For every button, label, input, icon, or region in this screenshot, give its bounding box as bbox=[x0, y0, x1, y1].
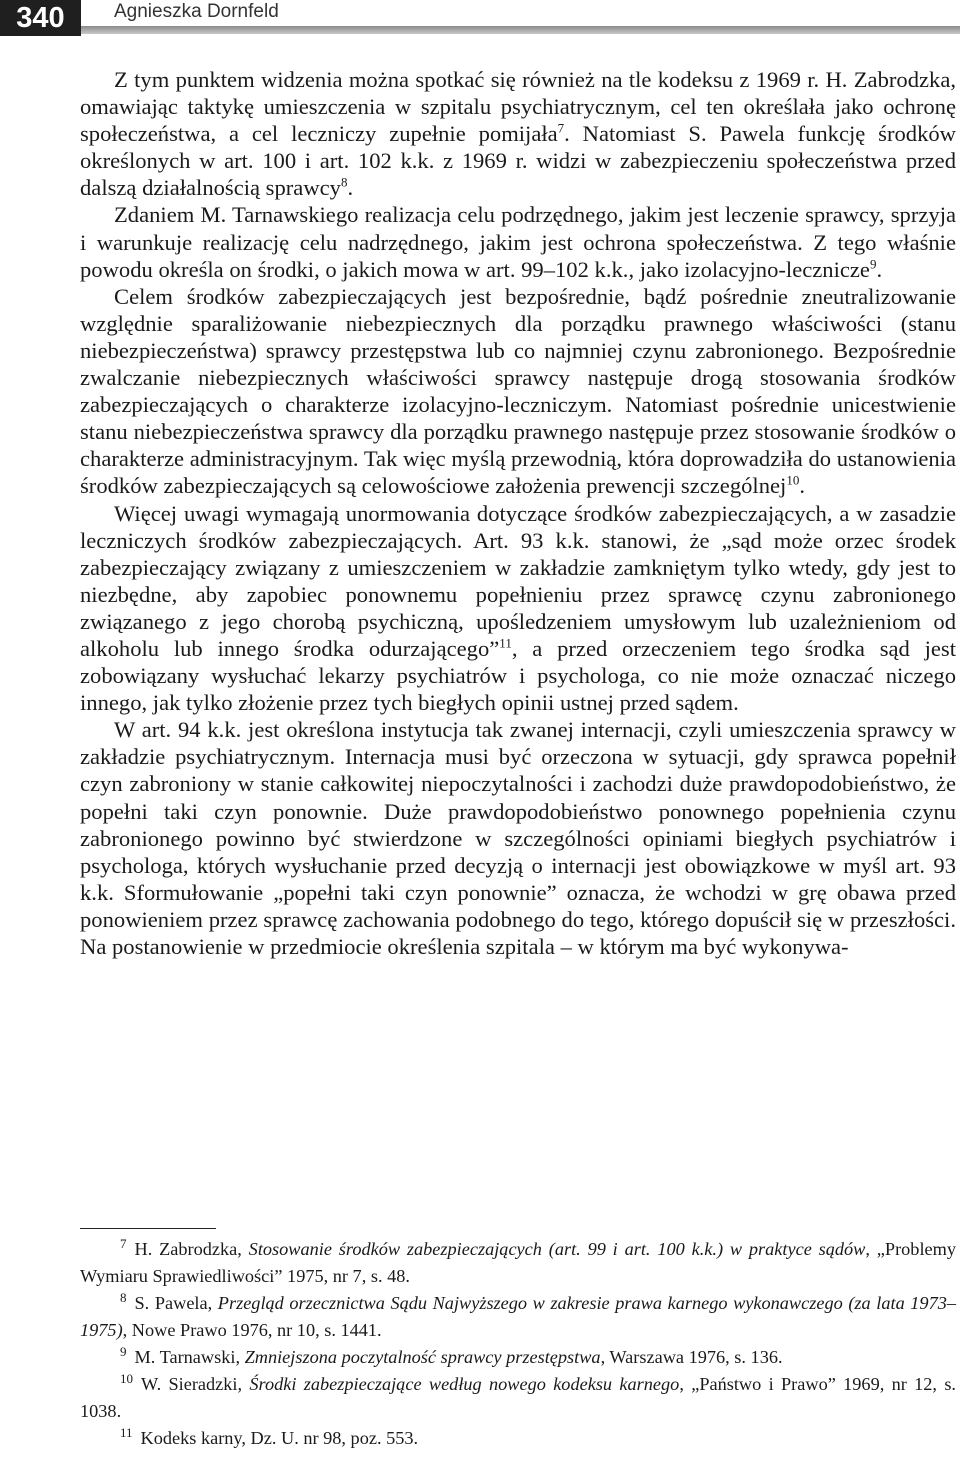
running-head-author: Agnieszka Dornfeld bbox=[114, 1, 279, 22]
footnote-title: Zmniejszona poczytalność sprawcy przestępstwa bbox=[244, 1347, 601, 1367]
footnote-segment: M. Tarnawski, bbox=[134, 1347, 245, 1367]
footnote-title: Stosowanie środków zabezpieczających (art. 99 i art. 100 k.k.) w praktyce sądów bbox=[248, 1239, 866, 1259]
body-text bbox=[80, 66, 956, 960]
footnote-reference[interactable]: 10 bbox=[786, 472, 800, 488]
footnote-reference[interactable]: 8 bbox=[340, 174, 348, 190]
body-paragraph bbox=[80, 201, 956, 282]
footnote-reference[interactable]: 11 bbox=[499, 635, 512, 651]
footnote-segment: Kodeks karny, Dz. U. nr 98, poz. 553. bbox=[140, 1428, 419, 1448]
paragraph-text: Celem środków zabezpieczających jest bezpośrednie, bądź pośrednie zneutralizowanie względnie sparaliżowanie niebezpiecznych dla porządku prawnego właściwości (stanu niebezpieczeństwa) sprawcy przestępstwa lub co najmniej czynu zabronionego. Bezpośrednie zwalczanie niebezpiecznych właściwości sprawcy następuje drogą stosowania środków zabezpieczających o charakterze izolacyjno-leczniczym. Natomiast pośrednie unicestwienie stanu niebezpieczeństwa sprawcy dla porządku prawnego następuje przez stosowanie środków o charakterze administracyjnym. Tak więc myślą przewodnią, która doprowadziła do ustanowienia środków zabezpieczających są celowościowe założenia prewencji szczególnej bbox=[80, 283, 956, 499]
footnote-segment: W. Sieradzki, bbox=[141, 1374, 250, 1394]
footnote-text bbox=[80, 1239, 956, 1286]
footnote-text bbox=[80, 1293, 956, 1340]
footnote-number: 8 bbox=[120, 1289, 127, 1305]
paragraph-text: . bbox=[347, 175, 354, 201]
footnote-title: Środki zabezpieczające według nowego kodeksu karnego bbox=[249, 1374, 680, 1394]
footnote-segment: H. Zabrodzka, bbox=[134, 1239, 249, 1259]
footnote-number: 11 bbox=[120, 1424, 133, 1440]
footnote-separator bbox=[80, 1228, 216, 1229]
body-paragraph bbox=[80, 716, 956, 960]
body-paragraph bbox=[80, 283, 956, 500]
paragraph-text: . Natomiast S. Pawela funkcję środków określonych w art. 100 i art. 102 k.k. z 1969 r. widzi w zabezpieczeniu społeczeństwa przed dalszą działalnością sprawcy bbox=[80, 121, 956, 201]
paragraph-text: Więcej uwagi wymagają unormowania dotyczące środków zabezpieczających, a w zasadzie leczniczych środków zabezpieczających. Art. 93 k.k. stanowi, że „sąd może orzec środek zabezpieczający związany z umieszczeniem w zakładzie zamkniętym tylko wtedy, gdy jest to niezbędne, aby zapobiec ponownemu popełnieniu przez sprawcę czynu zabronionego związanego z jego chorobą psychiczną, upośledzeniem umysłowym lub uzależnieniom od alkoholu lub innego środka odurzającego” bbox=[80, 500, 956, 661]
footnote bbox=[80, 1425, 956, 1452]
footnote-reference[interactable]: 7 bbox=[557, 120, 565, 136]
paragraph-text: Z tym punktem widzenia można spotkać się również na tle kodeksu z 1969 r. H. Zabrodzka, omawiając taktykę umieszczenia w szpitalu psychiatrycznym, cel ten określała jako ochronę społeczeństwa, a cel leczniczy zupełnie pomijała bbox=[80, 67, 956, 147]
running-header bbox=[0, 0, 960, 36]
footnote-segment: , „Problemy Wymiaru Sprawiedliwości” 1975, nr 7, s. 48. bbox=[80, 1239, 956, 1286]
footnote-segment: , „Państwo i Prawo” 1969, nr 12, s. 1038. bbox=[80, 1374, 957, 1421]
footnote-title: Przegląd orzecznictwa Sądu Najwyższego w zakresie prawa karnego wykonawczego (za lata 1973–1975) bbox=[80, 1293, 956, 1340]
footnote-text bbox=[141, 1428, 419, 1448]
footnote-number: 9 bbox=[120, 1343, 127, 1359]
footnote-number: 10 bbox=[120, 1370, 133, 1386]
footnote bbox=[80, 1344, 956, 1371]
footnotes bbox=[80, 1236, 956, 1452]
footnote-reference[interactable]: 9 bbox=[869, 256, 877, 272]
paragraph-text: . bbox=[799, 473, 805, 499]
footnote-number: 7 bbox=[120, 1235, 127, 1251]
header-rule bbox=[81, 26, 960, 34]
page-number: 340 bbox=[0, 0, 81, 36]
footnote-segment: , Warszawa 1976, s. 136. bbox=[600, 1347, 783, 1367]
paragraph-text: . bbox=[876, 256, 883, 282]
footnote bbox=[80, 1371, 956, 1425]
body-paragraph bbox=[80, 66, 956, 201]
footnote bbox=[80, 1290, 956, 1344]
paragraph-text: , a przed orzeczeniem tego środka sąd jest zobowiązany wysłuchać lekarzy psychiatrów i psychologa, co nie może oznaczać niczego innego, jak tylko złożenie przez tych biegłych opinii ustnej przed sądem. bbox=[80, 635, 956, 716]
paragraph-text: Zdaniem M. Tarnawskiego realizacja celu podrzędnego, jakim jest leczenie sprawcy, sprzyja i warunkuje realizację celu nadrzędnego, jakim jest ochrona społeczeństwa. Z tego właśnie powodu określa on środki, o jakich mowa w art. 99–102 k.k., jako izolacyjno-lecznicze bbox=[80, 202, 956, 282]
footnote bbox=[80, 1236, 956, 1290]
body-paragraph bbox=[80, 500, 956, 717]
footnote-text bbox=[80, 1374, 956, 1421]
footnote-segment: S. Pawela, bbox=[134, 1293, 218, 1313]
paragraph-text: W art. 94 k.k. jest określona instytucja tak zwanej internacji, czyli umieszczenia sprawcy w zakładzie psychiatrycznym. Internacja musi być orzeczona w sytuacji, gdy sprawca popełnił czyn zabroniony w stanie całkowitej niepoczytalności i zachodzi duże prawdopodobieństwo, że popełni taki czyn ponownie. Duże prawdopodobieństwo ponownego popełnienia czynu zabronionego powinno być stwierdzone w szczególności opiniami biegłych psychiatrów i psychologa, których wysłuchanie przed decyzją o internacji jest obowiązkowe w myśl art. 93 k.k. Sformułowanie „popełni taki czyn ponownie” oznacza, że wchodzi w grę obawa przed ponowieniem przez sprawcę zachowania podobnego do tego, którego dopuścił się w przeszłości. Na postanowienie w przedmiocie określenia szpitala – w którym ma być wykonywa- bbox=[80, 717, 956, 959]
footnote-text bbox=[135, 1347, 783, 1367]
footnote-segment: , Nowe Prawo 1976, nr 10, s. 1441. bbox=[122, 1320, 382, 1340]
